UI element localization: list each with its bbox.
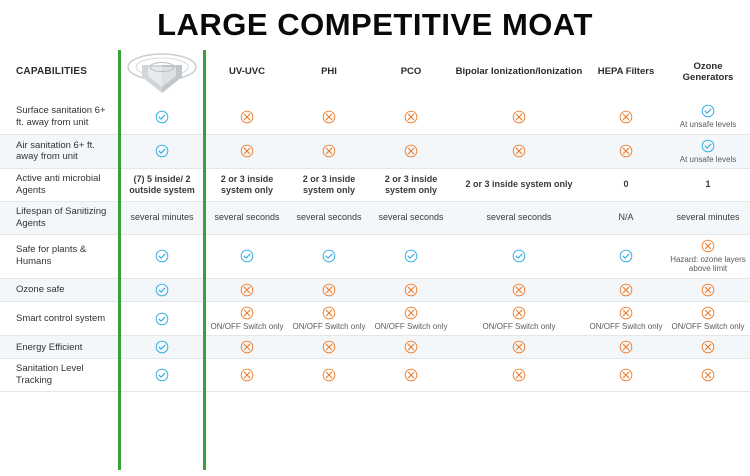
capability-label: Safe for plants & Humans: [0, 234, 118, 278]
capability-label: Active anti microbial Agents: [0, 169, 118, 202]
matrix-cell: [370, 201, 452, 234]
cell-note: ON/OFF Switch only: [292, 321, 366, 331]
matrix-cell: [452, 201, 586, 234]
matrix-cell: [586, 100, 666, 134]
matrix-cell: [288, 278, 370, 301]
page-title: LARGE COMPETITIVE MOAT: [157, 7, 593, 42]
cross-circle-icon: [240, 144, 254, 158]
cross-circle-icon: [701, 239, 715, 253]
cell-note: At unsafe levels: [679, 154, 737, 164]
matrix-cell: [586, 359, 666, 392]
matrix-cell: [666, 201, 750, 234]
cross-circle-icon: [322, 283, 336, 297]
matrix-cell: [288, 336, 370, 359]
cell-note: ON/OFF Switch only: [210, 321, 284, 331]
cross-circle-icon: [322, 110, 336, 124]
cross-circle-icon: [240, 340, 254, 354]
table-row: [0, 278, 750, 301]
matrix-cell: [206, 234, 288, 278]
matrix-cell: [666, 134, 750, 169]
matrix-cell: [206, 336, 288, 359]
matrix-cell: [452, 100, 586, 134]
cross-circle-icon: [701, 340, 715, 354]
matrix-cell: [666, 301, 750, 336]
capability-label: Surface sanitation 6+ ft. away from unit: [0, 100, 118, 134]
cross-circle-icon: [619, 144, 633, 158]
column-header-bipolar: Bipolar Ionization/Ionization: [455, 66, 583, 78]
matrix-cell: [118, 301, 206, 336]
cross-circle-icon: [240, 283, 254, 297]
matrix-cell: [288, 301, 370, 336]
cross-circle-icon: [322, 340, 336, 354]
table-row: [0, 301, 750, 336]
table-row: [0, 100, 750, 134]
matrix-cell: [452, 336, 586, 359]
matrix-cell: [452, 278, 586, 301]
matrix-cell: [666, 359, 750, 392]
matrix-cell: [370, 336, 452, 359]
cross-circle-icon: [512, 110, 526, 124]
check-circle-icon: [512, 249, 526, 263]
cross-circle-icon: [619, 110, 633, 124]
matrix-cell: [206, 100, 288, 134]
matrix-cell: [666, 169, 750, 202]
cell-note: ON/OFF Switch only: [374, 321, 448, 331]
matrix-cell: [586, 169, 666, 202]
cross-circle-icon: [322, 144, 336, 158]
matrix-cell: [288, 100, 370, 134]
cross-circle-icon: [512, 368, 526, 382]
check-circle-icon: [155, 144, 169, 158]
table-row: [0, 201, 750, 234]
matrix-cell: [666, 278, 750, 301]
table-row: [0, 134, 750, 169]
capability-label: Ozone safe: [0, 278, 118, 301]
cell-value: several seconds: [296, 212, 362, 223]
cell-note: ON/OFF Switch only: [589, 321, 663, 331]
matrix-cell: [586, 134, 666, 169]
matrix-cell: [370, 169, 452, 202]
cross-circle-icon: [240, 110, 254, 124]
check-circle-icon: [155, 110, 169, 124]
cell-value: 2 or 3 inside system only: [302, 173, 356, 196]
check-circle-icon: [701, 104, 715, 118]
matrix-cell: [370, 359, 452, 392]
capability-label: Smart control system: [0, 301, 118, 336]
matrix-cell: [118, 336, 206, 359]
cell-value: 2 or 3 inside system only: [220, 173, 274, 196]
check-circle-icon: [155, 312, 169, 326]
cross-circle-icon: [619, 368, 633, 382]
matrix-cell: [118, 100, 206, 134]
cross-circle-icon: [404, 110, 418, 124]
table-row: [0, 169, 750, 202]
column-header-uvuvc: UV-UVC: [229, 66, 265, 78]
cell-value: 2 or 3 inside system only: [384, 173, 438, 196]
matrix-cell: [206, 169, 288, 202]
matrix-cell: [288, 201, 370, 234]
matrix-cell: [288, 359, 370, 392]
cross-circle-icon: [404, 283, 418, 297]
matrix-cell: [666, 336, 750, 359]
matrix-cell: [452, 169, 586, 202]
table-header: [0, 44, 750, 100]
cross-circle-icon: [701, 368, 715, 382]
cross-circle-icon: [322, 306, 336, 320]
matrix-cell: [370, 234, 452, 278]
check-circle-icon: [619, 249, 633, 263]
capability-label: Sanitation Level Tracking: [0, 359, 118, 392]
cross-circle-icon: [404, 144, 418, 158]
check-circle-icon: [404, 249, 418, 263]
check-circle-icon: [701, 139, 715, 153]
cross-circle-icon: [512, 306, 526, 320]
cell-note: ON/OFF Switch only: [482, 321, 556, 331]
cross-circle-icon: [240, 368, 254, 382]
cell-value: 1: [705, 179, 711, 190]
cell-value: several minutes: [676, 212, 740, 223]
matrix-cell: [370, 278, 452, 301]
cross-circle-icon: [240, 306, 254, 320]
check-circle-icon: [155, 340, 169, 354]
cell-value: 2 or 3 inside system only: [465, 179, 573, 190]
matrix-cell: [370, 100, 452, 134]
matrix-cell: [118, 134, 206, 169]
matrix-cell: [452, 359, 586, 392]
cross-circle-icon: [701, 283, 715, 297]
cross-circle-icon: [404, 306, 418, 320]
matrix-cell: [586, 301, 666, 336]
check-circle-icon: [155, 368, 169, 382]
matrix-cell: [586, 201, 666, 234]
matrix-cell: [452, 134, 586, 169]
matrix-cell: [118, 169, 206, 202]
matrix-cell: [206, 201, 288, 234]
cell-note: At unsafe levels: [679, 120, 737, 129]
check-circle-icon: [240, 249, 254, 263]
cell-value: several seconds: [378, 212, 444, 223]
column-header-pco: PCO: [400, 66, 422, 78]
table-row: [0, 234, 750, 278]
company-shield-logo: [118, 46, 206, 104]
matrix-cell: [206, 301, 288, 336]
capability-label: Energy Efficient: [0, 336, 118, 359]
matrix-cell: [118, 201, 206, 234]
cell-note: ON/OFF Switch only: [671, 321, 745, 331]
cell-value: N/A: [618, 212, 634, 223]
cell-value: (7) 5 inside/ 2 outside system: [129, 173, 195, 196]
comparison-table: [0, 44, 750, 392]
cross-circle-icon: [512, 340, 526, 354]
matrix-cell: [452, 234, 586, 278]
cell-value: 0: [623, 179, 629, 190]
matrix-cell: [206, 134, 288, 169]
check-circle-icon: [155, 249, 169, 263]
capability-label: Air sanitation 6+ ft. away from unit: [0, 134, 118, 169]
matrix-cell: [586, 234, 666, 278]
column-header-hepa: HEPA Filters: [597, 66, 655, 78]
cross-circle-icon: [619, 340, 633, 354]
cell-note: Hazard: ozone layers above limit: [670, 254, 746, 274]
column-header-ozone: Ozone Generators: [682, 60, 734, 83]
matrix-cell: [288, 134, 370, 169]
cross-circle-icon: [619, 283, 633, 297]
matrix-cell: [288, 234, 370, 278]
cross-circle-icon: [701, 306, 715, 320]
check-circle-icon: [322, 249, 336, 263]
matrix-cell: [206, 359, 288, 392]
table-body: [0, 100, 750, 392]
cell-value: several minutes: [130, 212, 194, 223]
matrix-cell: [452, 301, 586, 336]
cell-value: several seconds: [486, 212, 552, 223]
matrix-cell: [206, 278, 288, 301]
capability-label: Lifespan of Sanitizing Agents: [0, 201, 118, 234]
column-header-phi: PHI: [321, 66, 337, 78]
matrix-cell: [666, 100, 750, 134]
matrix-cell: [118, 359, 206, 392]
cross-circle-icon: [322, 368, 336, 382]
matrix-cell: [666, 234, 750, 278]
check-circle-icon: [155, 283, 169, 297]
column-header-capabilities: CAPABILITIES: [16, 66, 88, 77]
matrix-cell: [370, 134, 452, 169]
cross-circle-icon: [512, 144, 526, 158]
cross-circle-icon: [404, 340, 418, 354]
cross-circle-icon: [404, 368, 418, 382]
matrix-cell: [370, 301, 452, 336]
table-row: [0, 336, 750, 359]
cross-circle-icon: [512, 283, 526, 297]
cell-value: several seconds: [214, 212, 280, 223]
matrix-cell: [586, 336, 666, 359]
matrix-cell: [118, 278, 206, 301]
cross-circle-icon: [619, 306, 633, 320]
matrix-cell: [586, 278, 666, 301]
matrix-cell: [288, 169, 370, 202]
table-row: [0, 359, 750, 392]
matrix-cell: [118, 234, 206, 278]
